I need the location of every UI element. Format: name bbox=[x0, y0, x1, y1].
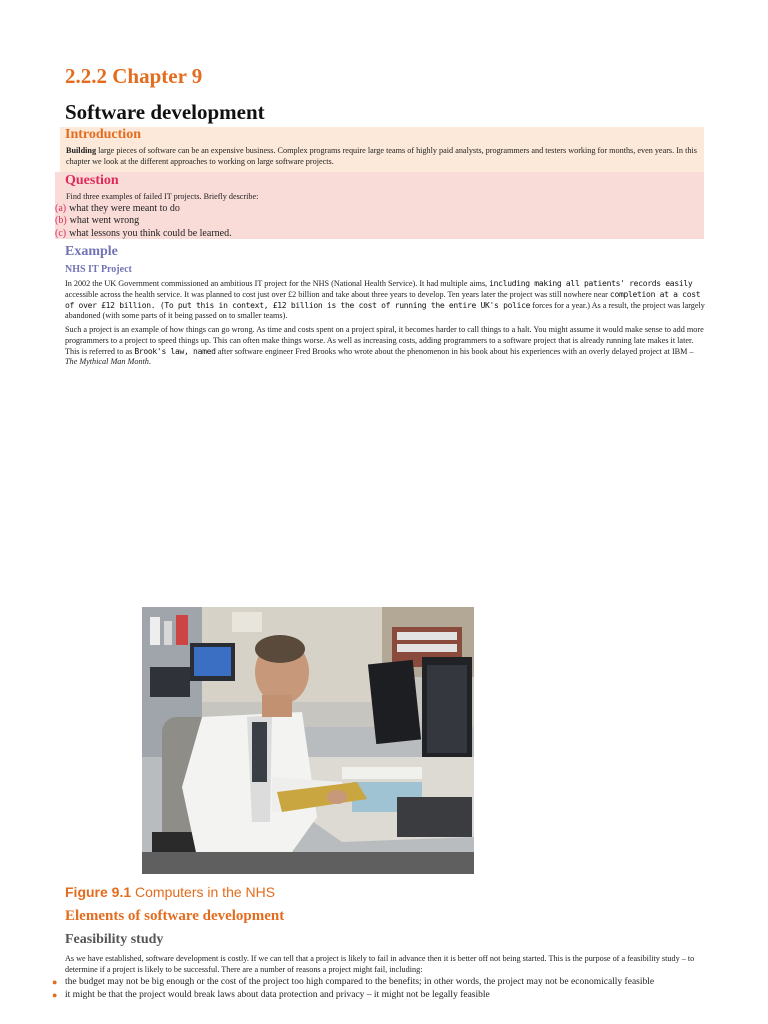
introduction-heading: Introduction bbox=[65, 127, 141, 142]
question-intro: Find three examples of failed IT projects. Briefly describe: bbox=[66, 192, 259, 201]
bullet-text: the budget may not be big enough or the cost of the project too high compared to the benefits; in other words, the project may not be economically feasible bbox=[65, 977, 655, 987]
question-marker: (c) bbox=[55, 227, 67, 239]
feasibility-paragraph: As we have established, software development is costly. If we can tell that a project is likely to fail in advance then it is better off not being started. This is the purpose of a feasibility study – to determine if a project is likely to be successful. There are a number of reasons a project might fail, including: bbox=[65, 954, 695, 974]
section-title: Software development bbox=[65, 100, 265, 124]
bullet-item bbox=[52, 989, 712, 1001]
question-item bbox=[55, 203, 232, 215]
bullet-item bbox=[52, 976, 712, 988]
chapter-title: 2.2.2 Chapter 9 bbox=[65, 64, 203, 88]
text-run: In 2002 the UK Government commissioned an ambitious IT project for the NHS (National Health Service). It had multiple aims, bbox=[65, 279, 490, 288]
question-marker: (a) bbox=[55, 203, 67, 214]
figure-number: Figure 9.1 bbox=[65, 884, 132, 900]
text-run: . bbox=[148, 357, 151, 367]
bullet-icon: ● bbox=[52, 990, 58, 1000]
annotated-text: completion at a cost of over £12 billion. (To put this in context, £12 billion is the cost of running the entire UK's police bbox=[65, 289, 701, 310]
question-heading: Question bbox=[65, 173, 119, 188]
figure-photo bbox=[142, 607, 474, 874]
figure-caption-text: Computers in the NHS bbox=[131, 884, 276, 900]
introduction-lead: Building bbox=[66, 146, 97, 155]
book-title: The Mythical Man Month bbox=[65, 357, 149, 367]
question-box bbox=[55, 172, 704, 239]
text-run: after software engineer Fred Brooks who wrote about the phenomenon in his book about his experiences with an overly delayed project at IBM – bbox=[215, 346, 694, 356]
question-item-text: what they were meant to do bbox=[69, 203, 180, 214]
example-paragraph-2 bbox=[65, 325, 705, 368]
example-heading: Example bbox=[65, 244, 118, 259]
introduction-text bbox=[66, 146, 702, 167]
text-run: forces for a year.) As a result, the project was largely abandoned (with some parts of it being passed on to smaller teams). bbox=[65, 300, 705, 321]
question-item bbox=[55, 215, 232, 227]
text-run: accessible across the health service. It was planned to cost just over £2 billion and take about three years to develop. Ten years later the project was still nowhere near bbox=[65, 289, 610, 299]
bullet-text: it might be that the project would break laws about data protection and privacy – it might not be legally feasible bbox=[65, 990, 490, 1000]
example-subheading: NHS IT Project bbox=[65, 264, 132, 275]
figure-caption bbox=[65, 884, 275, 900]
annotated-text: Brook's law, named bbox=[134, 346, 216, 356]
bullet-icon: ● bbox=[52, 977, 58, 987]
annotated-text: including making all patients' records easily bbox=[489, 279, 693, 288]
nhs-computer-photo-illustration bbox=[142, 607, 474, 874]
question-marker: (b) bbox=[55, 215, 67, 227]
feasibility-heading: Feasibility study bbox=[65, 932, 164, 947]
question-item bbox=[55, 228, 232, 240]
question-list bbox=[55, 203, 232, 240]
question-item-text: what lessons you think could be learned. bbox=[69, 227, 232, 239]
introduction-body: large pieces of software can be an expensive business. Complex programs require large teams of highly paid analysts, programmers and testers working for months, even years. In this chapter we look at the different approaches to working on large software projects. bbox=[66, 146, 697, 166]
example-paragraph-1 bbox=[65, 279, 705, 322]
introduction-box bbox=[60, 127, 704, 172]
question-item-text: what went wrong bbox=[69, 215, 140, 227]
elements-heading: Elements of software development bbox=[65, 908, 285, 924]
text-run: Such a project is an example of how things can go wrong. As time and costs spent on a project spiral, it becomes harder to call things to a halt. You might assume it would make sense to add more programmers to a project to speed things up. This can often make things worse. As well as increasing costs, adding programmers to a software project that is already running late makes it later. This is referred to as bbox=[65, 325, 704, 356]
feasibility-bullets bbox=[52, 976, 712, 1002]
